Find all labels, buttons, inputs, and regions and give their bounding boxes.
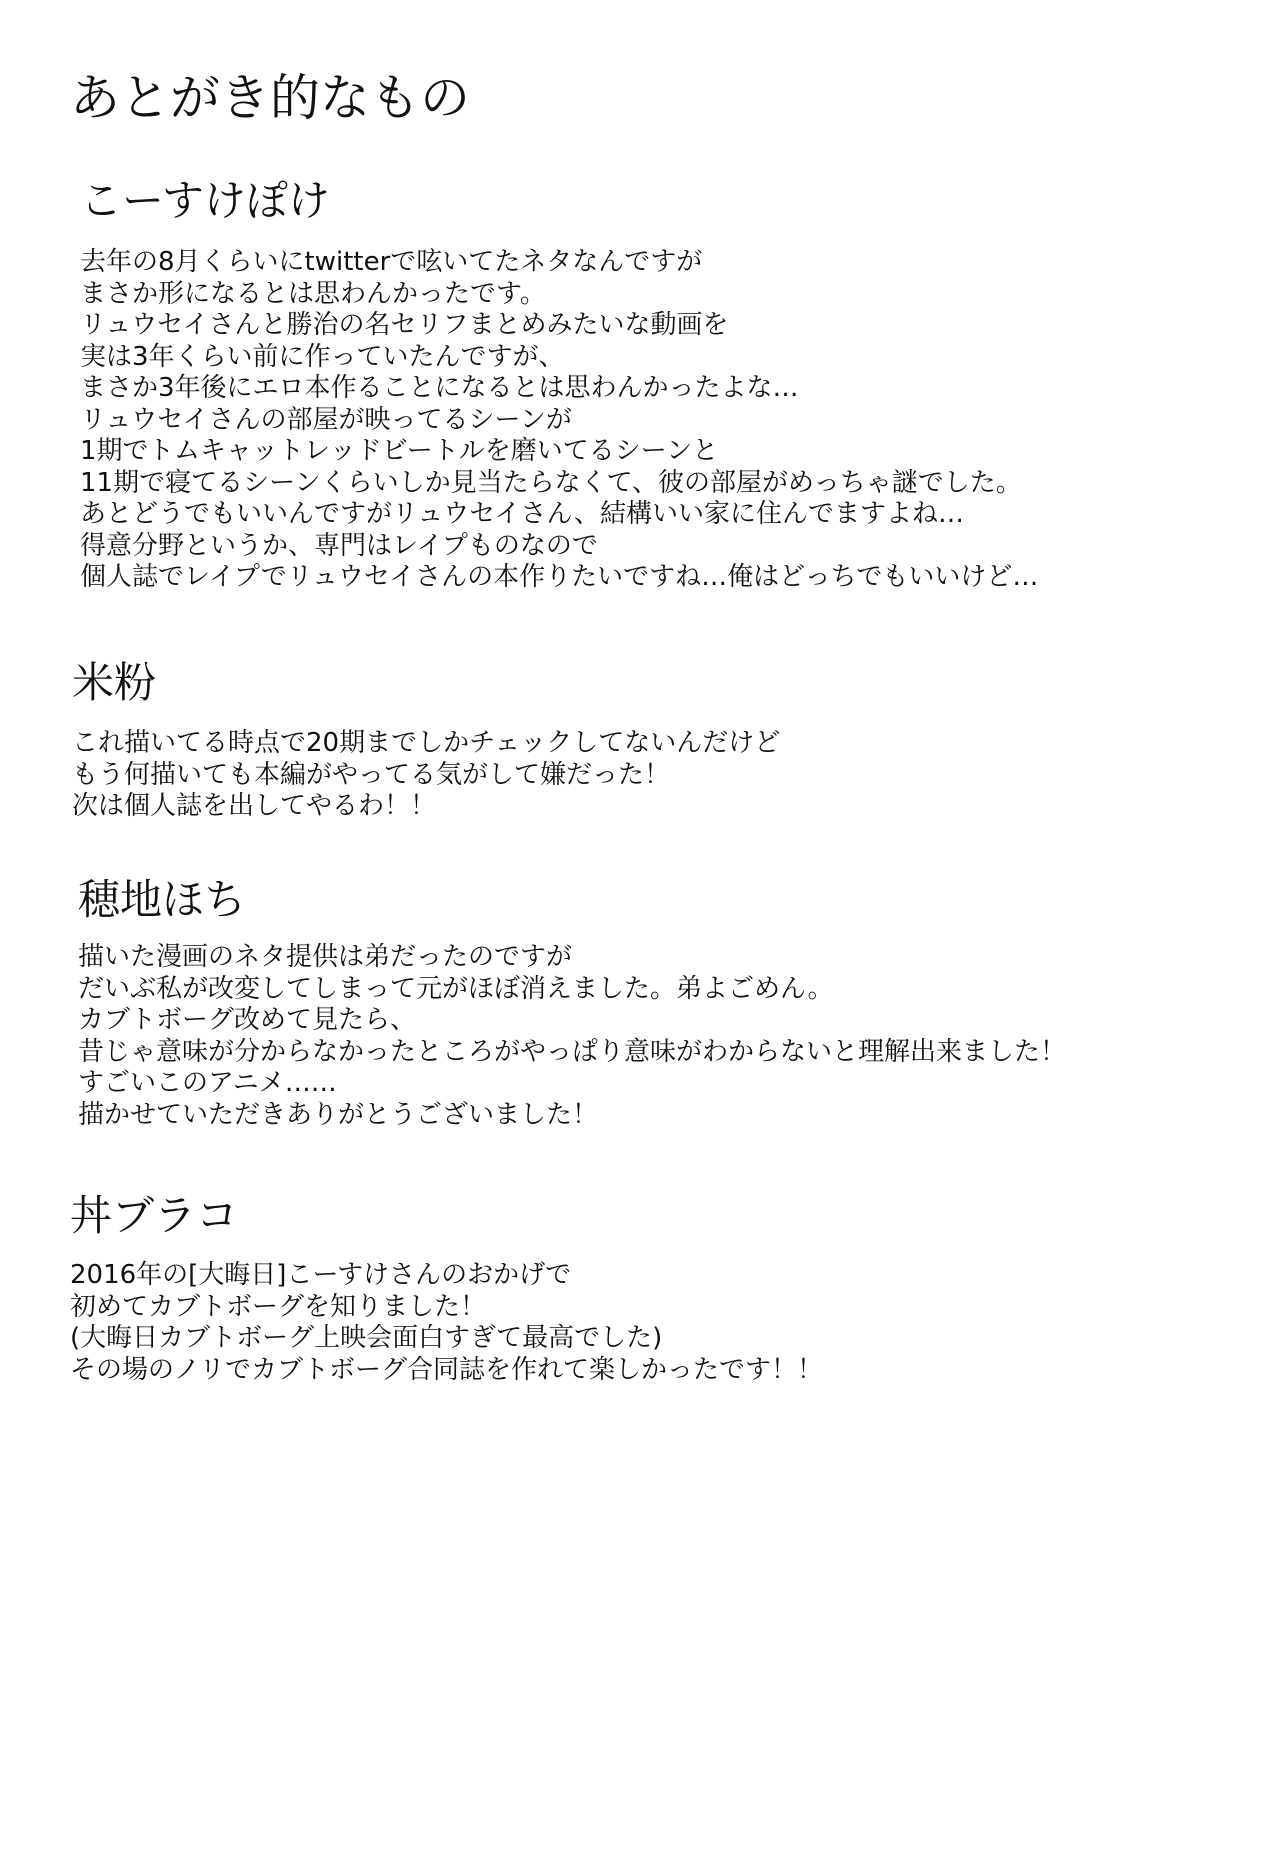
page-title: あとがき的なもの xyxy=(70,69,470,127)
message-line: 個人誌でレイプでリュウセイさんの本作りたいですね…俺はどっちでもいいけど… xyxy=(80,562,1039,592)
author-name: こーすけぽけ xyxy=(80,176,330,225)
message-line: まさか形になるとは思わんかったです。 xyxy=(80,278,546,309)
message-line: 去年の8月くらいにtwitterで呟いてたネタなんですが xyxy=(80,247,703,277)
message-line: 実は3年くらい前に作っていたんですが、 xyxy=(80,341,565,372)
message-line: 初めてカブトボーグを知りました！ xyxy=(70,1291,487,1322)
message-line: その場のノリでカブトボーグ合同誌を作れて楽しかったです！！ xyxy=(70,1354,823,1385)
author-name: 丼ブラコ xyxy=(70,1191,239,1240)
message-line: 描かせていただきありがとうございました！ xyxy=(78,1099,599,1130)
message-line: すごいこのアニメ…… xyxy=(78,1068,337,1098)
message-line: だいぶ私が改変してしまって元がほぼ消えました。弟よごめん。 xyxy=(78,973,834,1004)
message-line: もう何描いても本編がやってる気がして嫌だった！ xyxy=(72,759,671,790)
author-name: 米粉 xyxy=(72,658,157,707)
message-line: カブトボーグ改めて見たら、 xyxy=(78,1005,417,1035)
message-line: あとどうでもいいんですがリュウセイさん、結構いい家に住んでますよね… xyxy=(80,499,965,529)
message-line: 昔じゃ意味が分からなかったところがやっぱり意味がわからないと理解出来ました！ xyxy=(78,1036,1067,1067)
message-text xyxy=(70,1260,823,1386)
message-line: まさか3年後にエロ本作ることになるとは思わんかったよな… xyxy=(80,373,799,403)
message-line: 得意分野というか、専門はレイプものなので xyxy=(80,530,598,561)
message-line: 2016年の[大晦日]こーすけさんのおかげで xyxy=(70,1260,572,1290)
message-line: 描いた漫画のネタ提供は弟だったのですが xyxy=(78,942,573,972)
author-name: 穂地ほち xyxy=(78,875,247,924)
message-text xyxy=(78,942,1066,1131)
message-text xyxy=(80,247,1038,594)
message-line: 11期で寝てるシーンくらいしか見当たらなくて、彼の部屋がめっちゃ謎でした。 xyxy=(80,467,1022,498)
message-line: 次は個人誌を出してやるわ！！ xyxy=(72,791,437,821)
message-line: リュウセイさんと勝治の名セリフまとめみたいな動画を xyxy=(80,310,729,340)
message-text xyxy=(72,728,780,823)
message-line: 1期でトムキャットレッドビートルを磨いてるシーンと xyxy=(80,436,719,466)
message-line: リュウセイさんの部屋が映ってるシーンが xyxy=(80,404,572,435)
message-line: これ描いてる時点で20期までしかチェックしてないんだけど xyxy=(72,728,781,758)
message-line: (大晦日カブトボーグ上映会面白すぎて最高でした) xyxy=(70,1323,663,1353)
